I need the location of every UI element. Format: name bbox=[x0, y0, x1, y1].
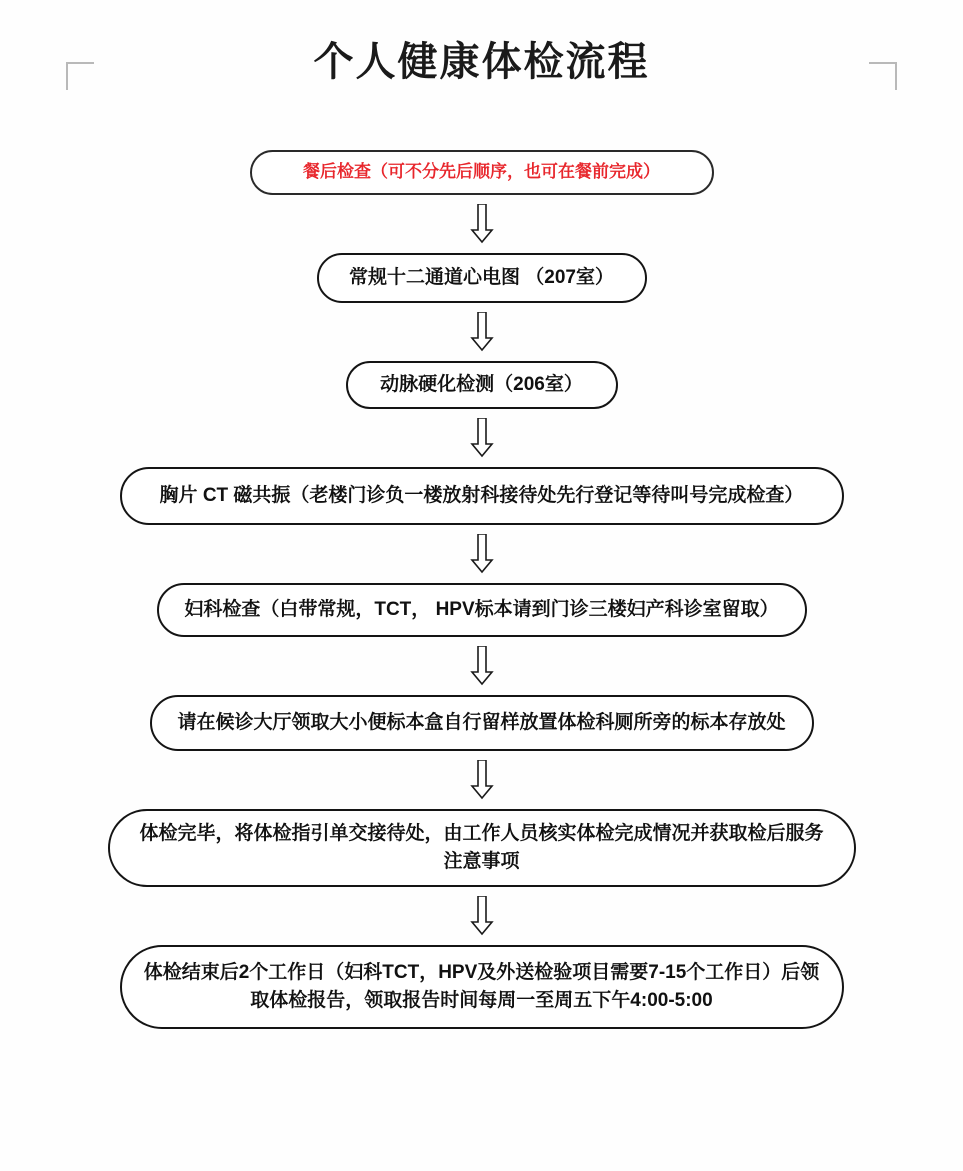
arrow-down-icon bbox=[469, 760, 495, 800]
flow-node-arteriosclerosis: 动脉硬化检测（206室） bbox=[346, 361, 618, 409]
flow-node-ecg: 常规十二通道心电图 （207室） bbox=[317, 253, 647, 303]
flow-node-specimen-collection: 请在候诊大厅领取大小便标本盒自行留样放置体检科厕所旁的标本存放处 bbox=[150, 695, 814, 751]
flow-node-imaging: 胸片 CT 磁共振（老楼门诊负一楼放射科接待处先行登记等待叫号完成检查） bbox=[120, 467, 844, 525]
arrow-down-icon bbox=[469, 418, 495, 458]
flow-node-return-guide-sheet: 体检完毕，将体检指引单交接待处，由工作人员核实体检完成情况并获取检后服务注意事项 bbox=[108, 809, 856, 887]
flow-node-post-meal-exam: 餐后检查（可不分先后顺序，也可在餐前完成） bbox=[250, 150, 714, 195]
flow-node-report-pickup: 体检结束后2个工作日（妇科TCT，HPV及外送检验项目需要7-15个工作日）后领取体检报告，领取报告时间每周一至周五下午4:00-5:00 bbox=[120, 945, 844, 1029]
arrow-down-icon bbox=[469, 896, 495, 936]
flow-node-gynecology: 妇科检查（白带常规，TCT， HPV标本请到门诊三楼妇产科诊室留取） bbox=[157, 583, 807, 637]
arrow-down-icon bbox=[469, 312, 495, 352]
flow-container bbox=[0, 150, 963, 1029]
page-title: 个人健康体检流程 bbox=[313, 40, 650, 84]
arrow-down-icon bbox=[469, 534, 495, 574]
arrow-down-icon bbox=[469, 646, 495, 686]
arrow-down-icon bbox=[469, 204, 495, 244]
